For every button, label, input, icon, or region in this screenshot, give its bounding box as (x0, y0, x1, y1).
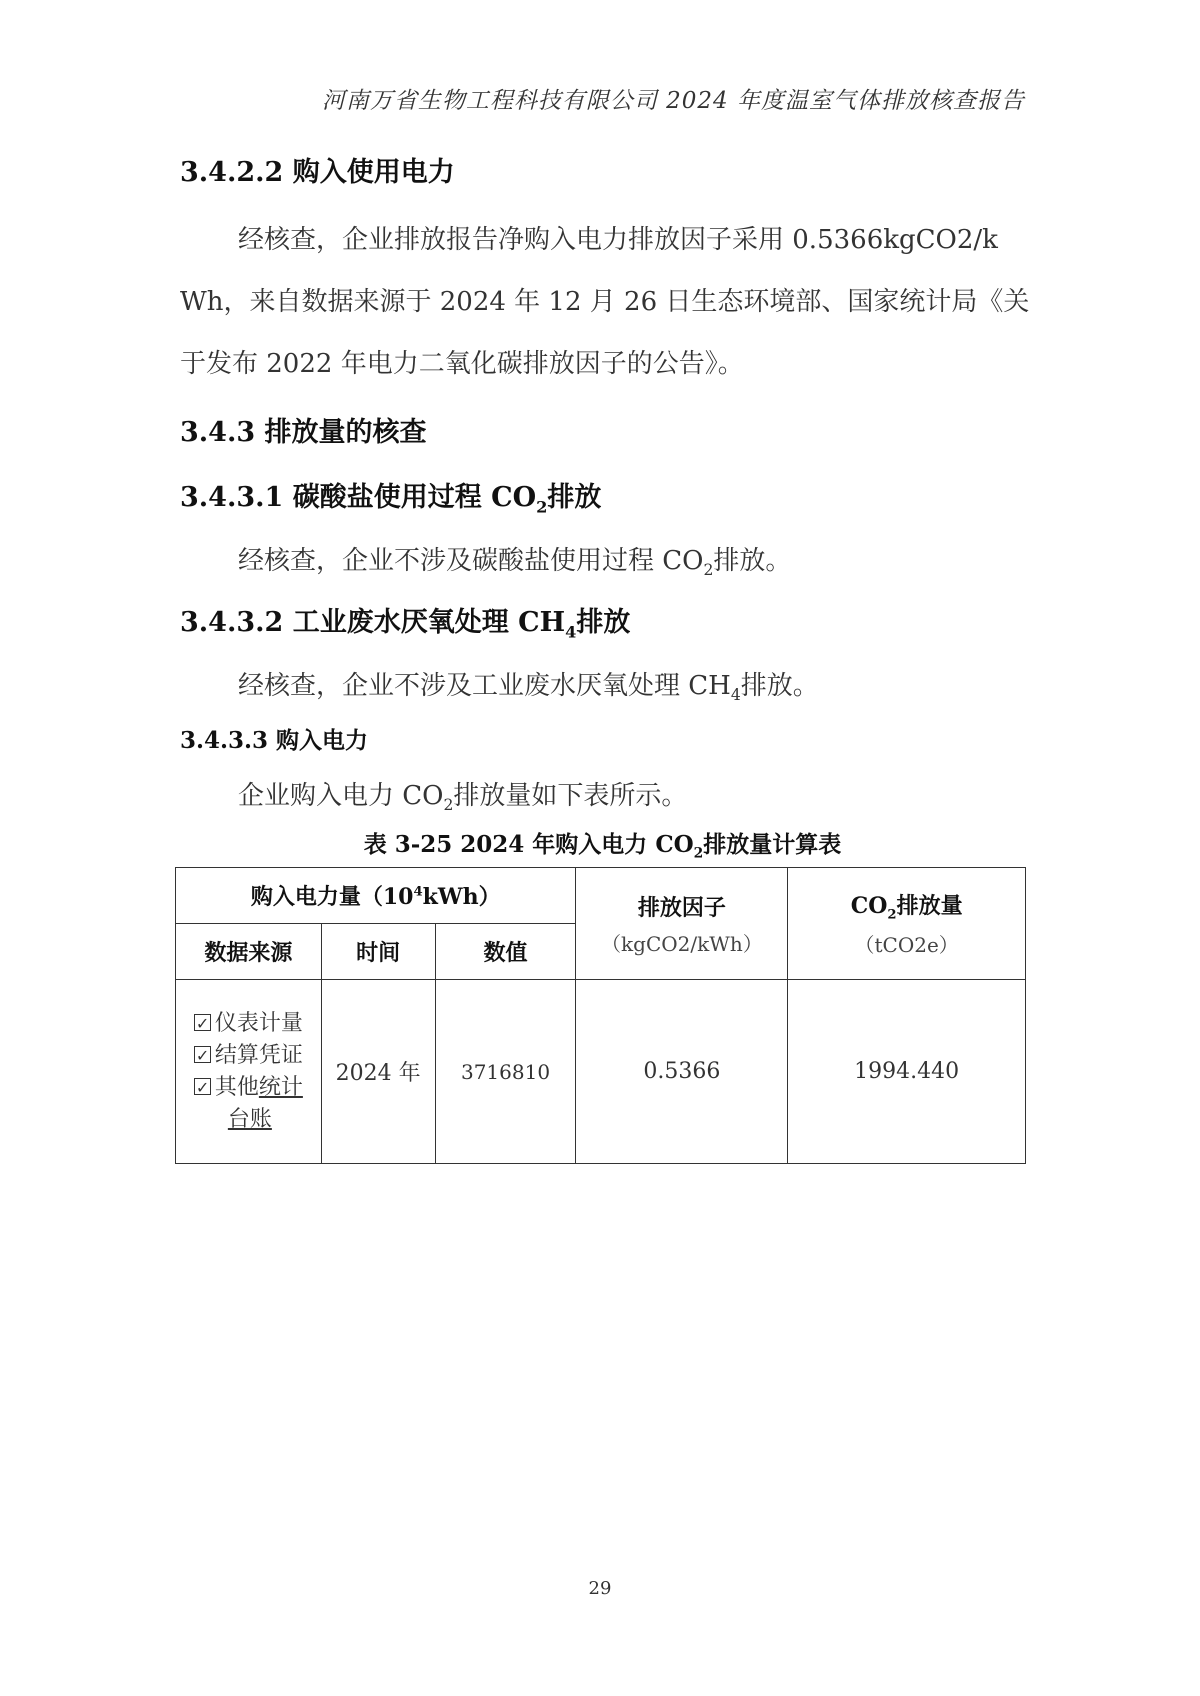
section-heading-3-4-2-2: 3.4.2.2 购入使用电力 (180, 157, 455, 188)
checked-box-icon (194, 1014, 211, 1031)
data-source-checklist (194, 1008, 303, 1136)
cell-co2-emission: 1994.440 (788, 980, 1026, 1164)
cell-value: 3716810 (435, 980, 576, 1164)
checklist-item: ✓仪表计量 (194, 1008, 303, 1040)
paragraph-wastewater: 经核查，企业不涉及工业废水厌氧处理 $CH_4$排放。 (238, 671, 819, 705)
header-value: 数值 (435, 924, 576, 980)
emission-calculation-table (175, 867, 1026, 1164)
checked-box-icon (194, 1046, 211, 1063)
paragraph-purchased-power: 企业购入电力 $CO_2$排放量如下表所示。 (238, 781, 688, 815)
section-heading-3-4-3-3: 3.4.3.3 购入电力 (180, 727, 369, 754)
checked-box-icon (194, 1078, 211, 1095)
section-heading-3-4-3-2: 3.4.3.2 工业废水厌氧处理 $CH_4$排放 (180, 607, 631, 642)
page-header: 河南万省生物工程科技有限公司 2024 年度温室气体排放核查报告 (321, 88, 1025, 114)
header-data-source: 数据来源 (176, 924, 322, 980)
header-time: 时间 (321, 924, 435, 980)
header-co2-emission: $CO_2$排放量 （tCO2e） (788, 868, 1026, 980)
checklist-item: ✓结算凭证 (194, 1040, 303, 1072)
section-heading-3-4-3: 3.4.3 排放量的核查 (180, 417, 427, 448)
table-row (176, 980, 1026, 1164)
paragraph-line: 于发布 2022 年电力二氧化碳排放因子的公告》。 (180, 349, 744, 379)
paragraph-emission-factor (180, 209, 1030, 395)
cell-emission-factor: 0.5366 (576, 980, 788, 1164)
checklist-item-continuation: 台账 (227, 1106, 272, 1132)
cell-data-source (176, 980, 322, 1164)
unit-co2-emission: （tCO2e） (854, 932, 959, 957)
paragraph-line: Wh，来自数据来源于 2024 年 12 月 26 日生态环境部、国家统计局《关 (180, 287, 1030, 317)
checklist-item: ✓其他统计 (194, 1072, 303, 1104)
group-header-purchased-power: 购入电力量$(10^4kWh)$ (176, 868, 576, 924)
unit-emission-factor: （kgCO2/kWh） (601, 931, 763, 956)
table-caption: 表 3-25 2024 年购入电力 $CO_2$排放量计算表 (363, 831, 842, 862)
header-emission-factor: 排放因子 （kgCO2/kWh） (576, 868, 788, 980)
section-heading-3-4-3-1: 3.4.3.1 碳酸盐使用过程 $CO_2$排放 (180, 482, 602, 517)
page-number: 29 (588, 1578, 612, 1599)
paragraph-carbonate: 经核查，企业不涉及碳酸盐使用过程 $CO_2$排放。 (238, 546, 792, 580)
paragraph-line: 经核查，企业排放报告净购入电力排放因子采用 0.5366kgCO2/k (238, 225, 998, 255)
cell-time: 2024 年 (321, 980, 435, 1164)
